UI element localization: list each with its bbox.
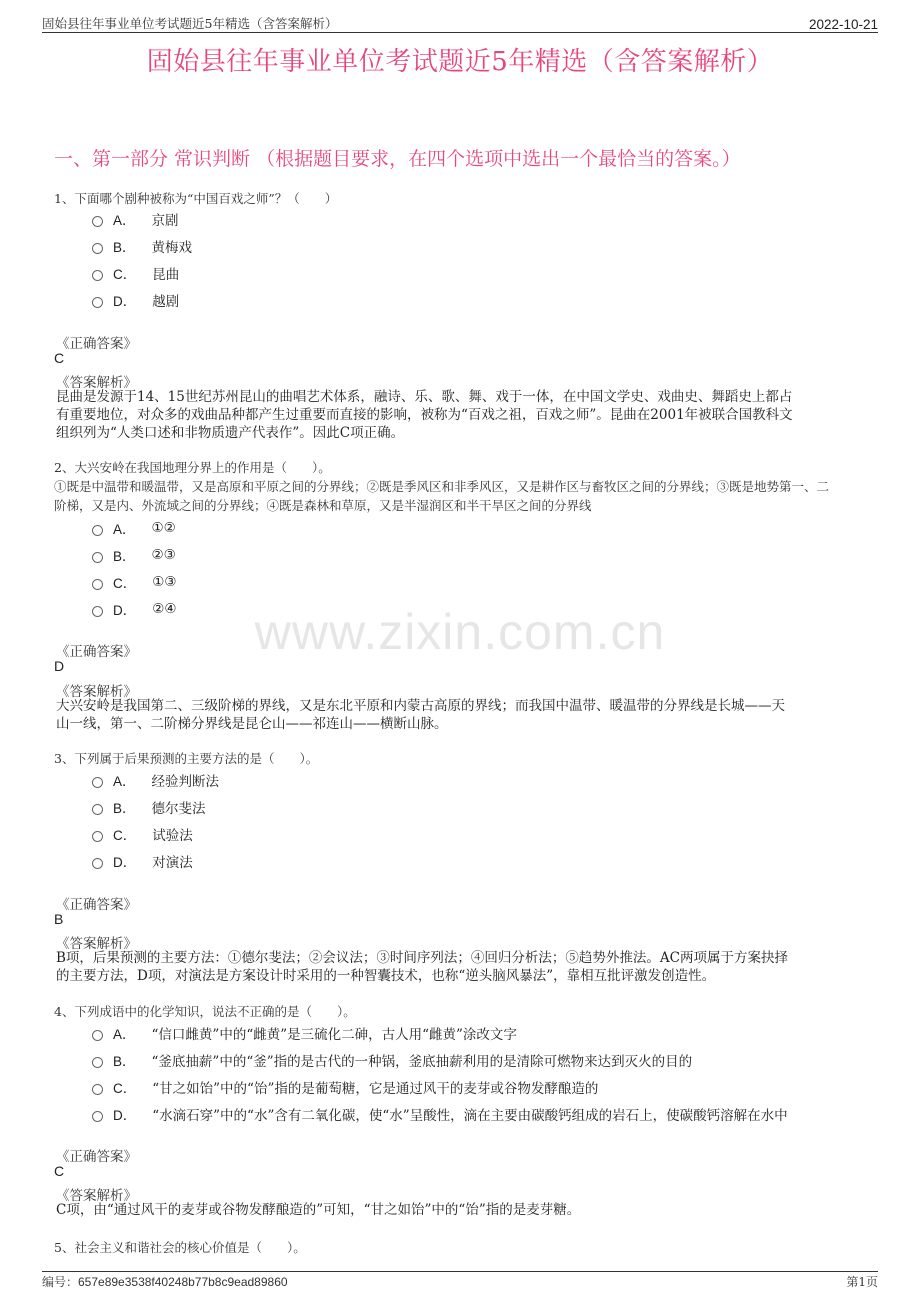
option-text: ①②: [151, 520, 176, 536]
option-letter: B．: [113, 549, 136, 564]
option-c[interactable]: [92, 572, 176, 592]
note-line: ①既是中温带和暖温带，又是高原和平原之间的分界线；②既是季风区和非季风区，又是耕作区与畜牧区之间的分界线；③既是地势第一、二: [54, 479, 830, 494]
correct-answer-label: 《正确答案》: [56, 1149, 137, 1165]
radio-icon[interactable]: [92, 1084, 103, 1095]
option-letter: A．: [113, 213, 136, 228]
option-text: ②③: [151, 547, 176, 563]
radio-icon[interactable]: [92, 270, 103, 281]
radio-icon[interactable]: [92, 777, 103, 788]
option-a[interactable]: [92, 770, 219, 790]
page-header: [42, 11, 878, 33]
option-letter: C．: [113, 828, 137, 843]
explanation-line: C项，由“通过风干的麦芽或谷物发酵酿造的”可知，“甘之如饴”中的“饴”指的是麦芽糖。: [56, 1202, 581, 1218]
option-c[interactable]: [92, 1077, 598, 1097]
radio-icon[interactable]: [92, 1111, 103, 1122]
option-text: 试验法: [152, 828, 193, 844]
answer-value: C: [54, 350, 65, 366]
question-stem: 2、大兴安岭在我国地理分界上的作用是（ ）。: [54, 460, 331, 475]
radio-icon[interactable]: [92, 831, 103, 842]
option-text: “釜底抽薪”中的“釜”指的是古代的一种锅，釜底抽薪利用的是清除可燃物来达到灭火的目的: [151, 1054, 693, 1070]
option-text: 经验判断法: [151, 774, 220, 790]
radio-icon[interactable]: [92, 606, 103, 617]
option-text: ②④: [152, 601, 177, 617]
question-stem: 5、社会主义和谐社会的核心价值是（ ）。: [54, 1240, 306, 1255]
option-b[interactable]: [92, 1050, 692, 1070]
answer-value: D: [54, 658, 65, 674]
page-footer: [42, 1271, 878, 1290]
explanation-line: 大兴安岭是我国第二、三级阶梯的界线，又是东北平原和内蒙古高原的界线；而我国中温带、暖温带的分界线是长城——天: [56, 698, 785, 714]
option-d[interactable]: [92, 1104, 788, 1124]
question-note: [54, 477, 859, 515]
explanation-line: 的主要方法，D项，对演法是方案设计时采用的一种智囊技术，也称“逆头脑风暴法”，靠相互批评激发创造性。: [56, 968, 716, 984]
radio-icon[interactable]: [92, 552, 103, 563]
note-line: 阶梯，又是内、外流域之间的分界线；④既是森林和草原，又是半湿润区和半干旱区之间的分界线: [54, 498, 592, 513]
option-letter: C．: [113, 1081, 137, 1096]
option-b[interactable]: [92, 236, 192, 256]
explanation-line: 有重要地位，对众多的戏曲品种都产生过重要而直接的影响，被称为“百戏之祖，百戏之师”。昆曲在2001年被联合国教科文: [56, 407, 793, 423]
radio-icon[interactable]: [92, 858, 103, 869]
option-a[interactable]: [92, 209, 179, 229]
answer-value: C: [54, 1163, 65, 1179]
option-d[interactable]: [92, 599, 176, 619]
explanation-line: B项，后果预测的主要方法：①德尔斐法；②会议法；③时间序列法；④回归分析法；⑤趋势外推法。AC两项属于方案抉择: [56, 950, 788, 966]
option-letter: B．: [113, 240, 136, 255]
option-text: 德尔斐法: [151, 801, 206, 817]
correct-answer-label: 《正确答案》: [56, 336, 137, 352]
radio-icon[interactable]: [92, 525, 103, 536]
option-c[interactable]: [92, 824, 193, 844]
radio-icon[interactable]: [92, 243, 103, 254]
section-heading: 一、第一部分 常识判断 （根据题目要求，在四个选项中选出一个最恰当的答案。）: [54, 148, 741, 170]
radio-icon[interactable]: [92, 1057, 103, 1068]
option-text: “信口雌黄”中的“雌黄”是三硫化二砷，古人用“雌黄”涂改文字: [151, 1027, 517, 1043]
option-d[interactable]: [92, 851, 193, 871]
header-date: 2022-10-21: [808, 17, 878, 32]
option-letter: A．: [113, 774, 136, 789]
correct-answer-label: 《正确答案》: [56, 644, 137, 660]
explanation-text: [56, 949, 862, 985]
question-stem: 4、下列成语中的化学知识，说法不正确的是（ ）。: [54, 1004, 356, 1019]
option-letter: C．: [113, 576, 137, 591]
document-code: 编号：657e89e3538f40248b77b8c9ead89860: [42, 1275, 288, 1289]
radio-icon[interactable]: [92, 804, 103, 815]
document-title: 固始县往年事业单位考试题近5年精选（含答案解析）: [146, 47, 774, 77]
option-letter: D．: [113, 1108, 137, 1123]
explanation-text: [56, 697, 862, 733]
option-text: 对演法: [152, 855, 193, 871]
header-doc-title: 固始县往年事业单位考试题近5年精选（含答案解析）: [42, 16, 338, 31]
explanation-line: 山一线，第一、二阶梯分界线是昆仑山——祁连山——横断山脉。: [56, 716, 448, 732]
option-letter: D．: [113, 294, 137, 309]
page-number: 第1页: [846, 1275, 878, 1289]
option-letter: B．: [113, 1054, 136, 1069]
option-c[interactable]: [92, 263, 179, 283]
option-letter: D．: [113, 603, 137, 618]
explanation-line: 组织列为“人类口述和非物质遗产代表作”。因此C项正确。: [56, 425, 405, 441]
option-letter: A．: [113, 522, 136, 537]
option-a[interactable]: [92, 1023, 517, 1043]
question-stem: 1、下面哪个剧种被称为“中国百戏之师”？（ ）: [54, 191, 338, 206]
radio-icon[interactable]: [92, 216, 103, 227]
option-letter: B．: [113, 801, 136, 816]
option-b[interactable]: [92, 545, 176, 565]
explanation-label: 《答案解析》: [56, 936, 137, 952]
option-text: “甘之如饴”中的“饴”指的是葡萄糖，它是通过风干的麦芽或谷物发酵酿造的: [152, 1081, 599, 1097]
radio-icon[interactable]: [92, 1030, 103, 1041]
option-text: 昆曲: [152, 267, 180, 283]
option-text: 黄梅戏: [151, 240, 193, 256]
option-text: 京剧: [151, 213, 179, 229]
option-a[interactable]: [92, 518, 176, 538]
watermark: www.zixin.com.cn: [254, 604, 666, 660]
option-letter: C．: [113, 267, 137, 282]
correct-answer-label: 《正确答案》: [56, 897, 137, 913]
radio-icon[interactable]: [92, 579, 103, 590]
option-letter: D．: [113, 855, 137, 870]
explanation-label: 《答案解析》: [56, 1188, 137, 1204]
option-letter: A．: [113, 1027, 136, 1042]
option-b[interactable]: [92, 797, 206, 817]
explanation-line: 昆曲是发源于14、15世纪苏州昆山的曲唱艺术体系，融诗、乐、歌、舞、戏于一体，在中国文学史、戏曲史、舞蹈史上都占: [56, 389, 793, 405]
option-text: “水滴石穿”中的“水”含有二氧化碳，使“水”呈酸性，滴在主要由碳酸钙组成的岩石上，使碳酸钙溶解在水中: [152, 1108, 788, 1124]
answer-value: B: [54, 911, 64, 927]
option-text: ①③: [152, 574, 177, 590]
radio-icon[interactable]: [92, 297, 103, 308]
explanation-text: [56, 388, 862, 442]
explanation-label: 《答案解析》: [56, 684, 137, 700]
option-text: 越剧: [152, 294, 180, 310]
explanation-label: 《答案解析》: [56, 375, 137, 391]
option-d[interactable]: [92, 290, 179, 310]
explanation-text: [56, 1201, 862, 1219]
question-stem: 3、下列属于后果预测的主要方法的是（ ）。: [54, 751, 319, 766]
